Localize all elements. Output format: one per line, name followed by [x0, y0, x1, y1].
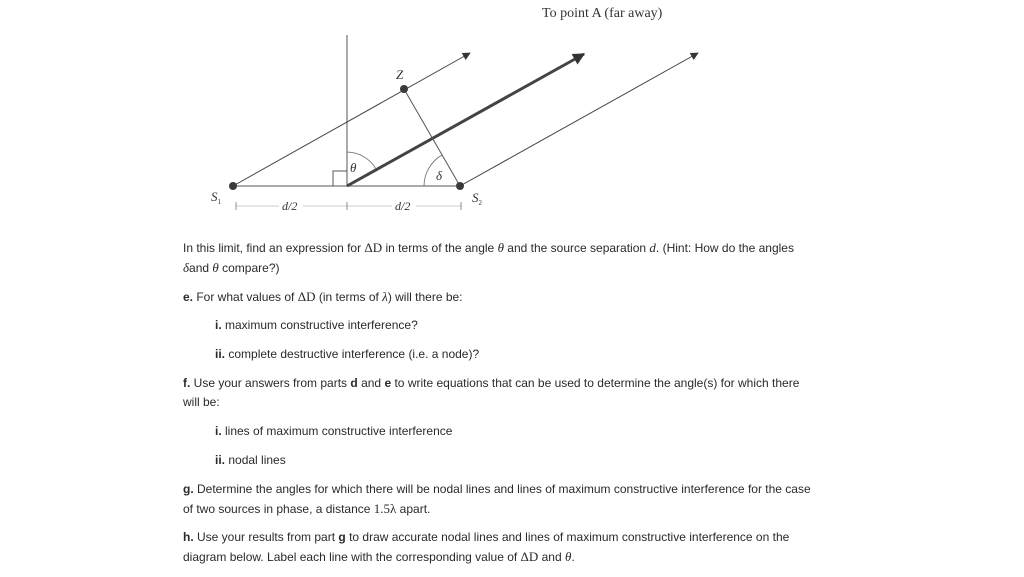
path-difference-line — [404, 89, 460, 186]
to-point-label: To point A (far away) — [542, 6, 663, 21]
point-z — [400, 85, 408, 93]
interference-diagram — [0, 0, 1024, 235]
theta-label: θ — [350, 160, 357, 175]
intro-paragraph: In this limit, find an expression for ΔD in terms of the angle θ and the source separation d. (Hint: How do the angles δand θ compare?) — [183, 240, 794, 275]
question-h: h. Use your results from part g to draw accurate nodal lines and lines of maximum constructive interference on the diagram below. Label each line with the corresponding value of ΔD and θ. — [183, 530, 790, 564]
question-e-ii: ii. complete destructive interference (i.e. a node)? — [215, 347, 480, 361]
question-f: f. Use your answers from parts d and e to write equations that can be used to determine the angle(s) for which there will be: — [183, 376, 800, 409]
question-e-i: i. maximum constructive interference? — [215, 318, 418, 332]
question-f-i: i. lines of maximum constructive interference — [215, 424, 453, 438]
d-half-left-label: d/2 — [282, 199, 298, 213]
source-s1-point — [229, 182, 237, 190]
question-e: e. For what values of ΔD (in terms of λ) will there be: — [183, 289, 463, 304]
s2-label: $S_2$ — [472, 190, 482, 207]
ray-from-center — [347, 54, 584, 186]
source-s2-point — [456, 182, 464, 190]
s1-label: $S_1$ — [211, 189, 221, 206]
z-label: Z — [396, 67, 404, 82]
question-g: g. Determine the angles for which there will be nodal lines and lines of maximum constructive interference for the case of two sources in phase, a distance 1.5λ apart. — [183, 482, 811, 516]
question-f-ii: ii. nodal lines — [215, 453, 286, 467]
d-half-right-label: d/2 — [395, 199, 411, 213]
ray-from-s2 — [460, 53, 698, 186]
right-angle-mark — [333, 171, 347, 186]
delta-label: δ — [436, 168, 443, 183]
